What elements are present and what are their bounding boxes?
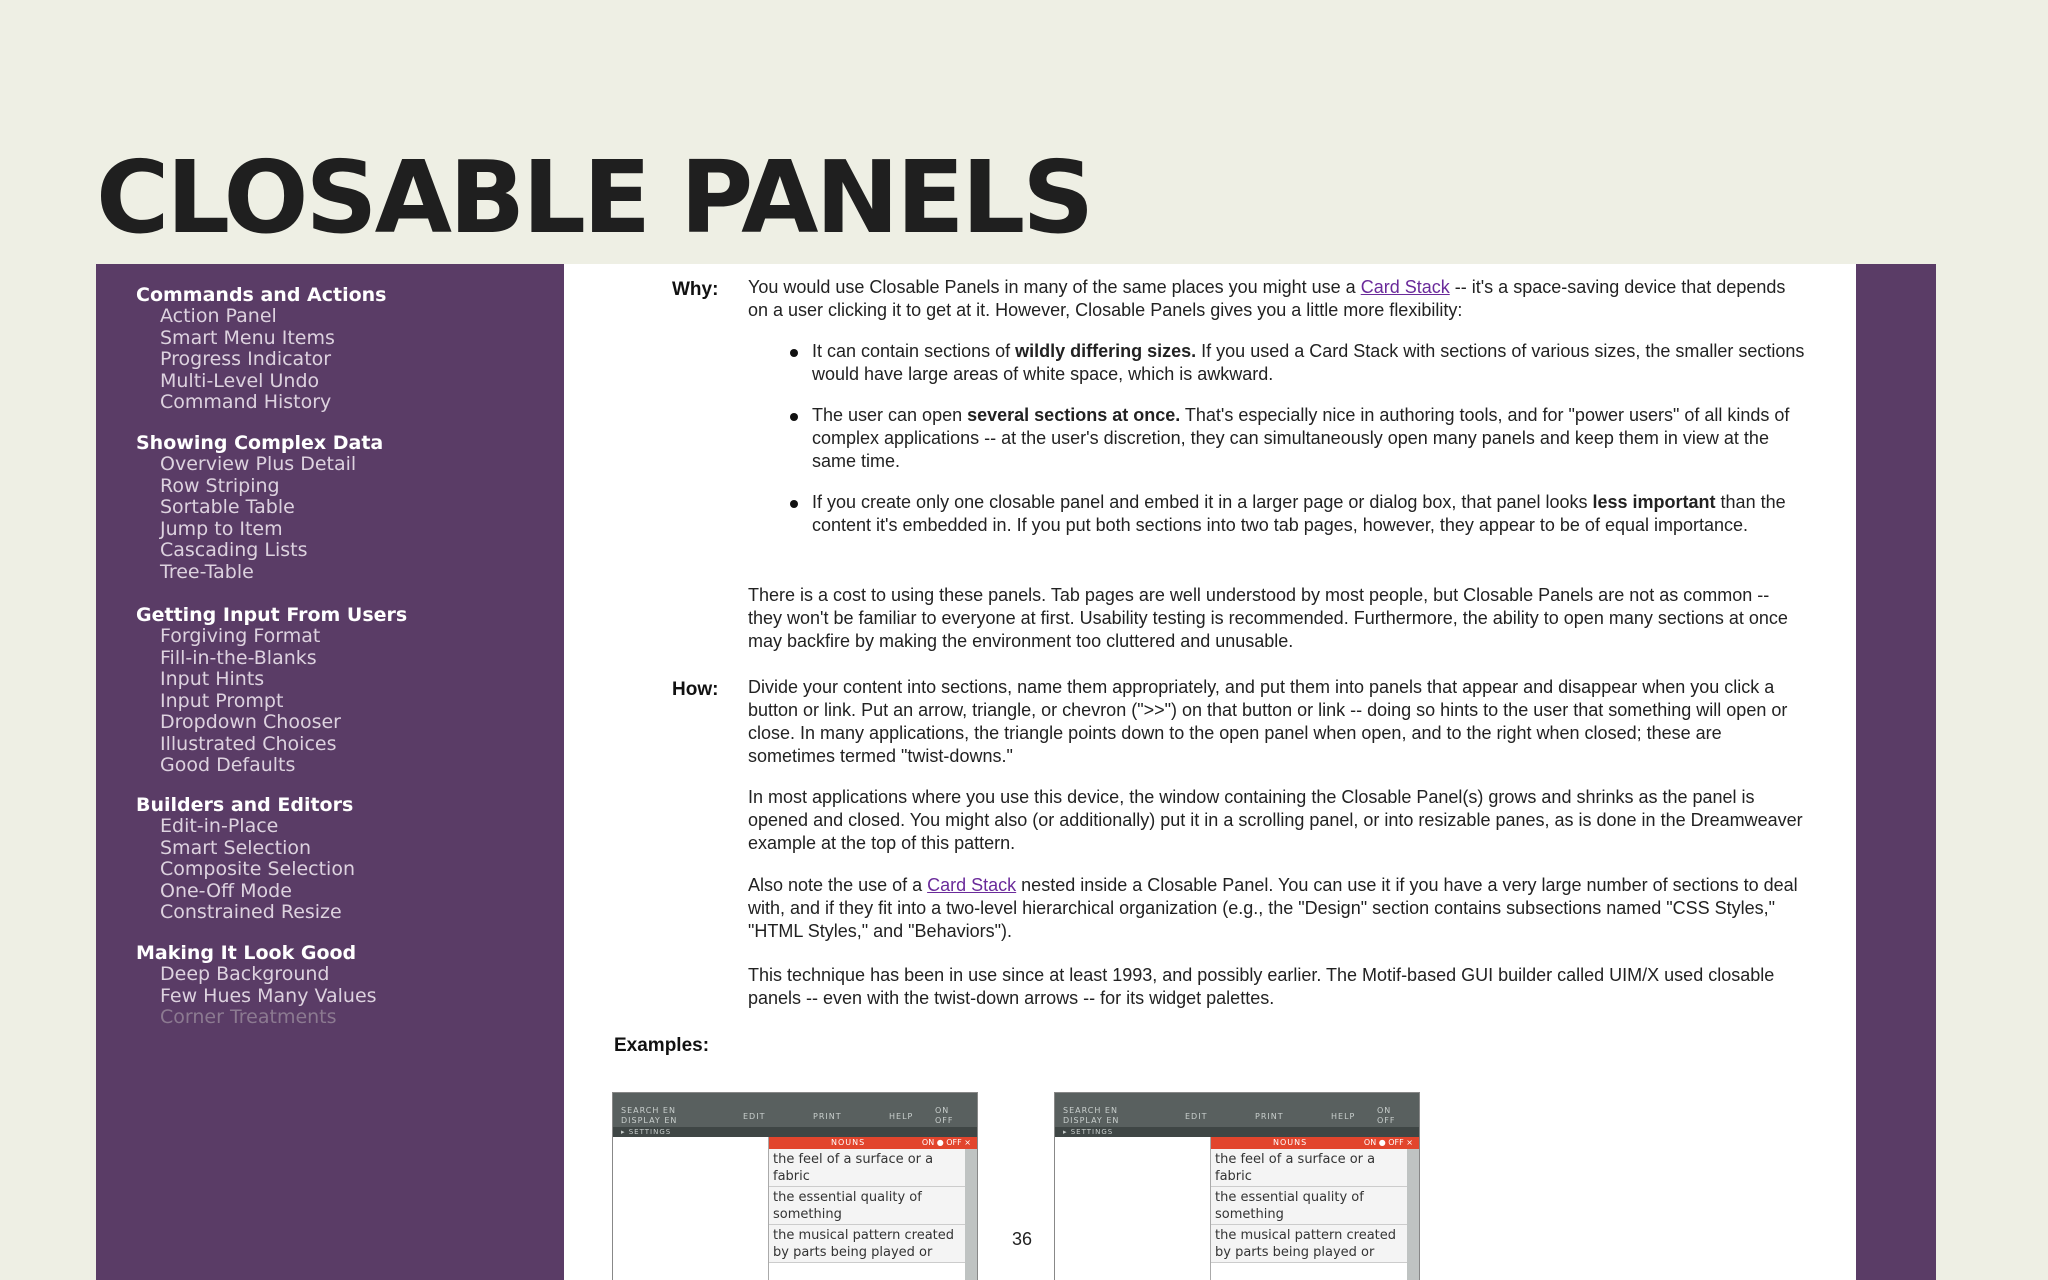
right-margin-bar — [1856, 264, 1936, 1280]
on-off-toggle[interactable]: ON ● OFF × — [921, 1138, 971, 1147]
list-item[interactable]: the musical pattern created by parts being played or — [769, 1225, 965, 1263]
sidebar-item-sortable-table[interactable]: Sortable Table — [160, 496, 295, 518]
list-item[interactable]: the feel of a surface or a fabric — [1211, 1149, 1407, 1187]
edit-button[interactable]: EDIT — [1185, 1112, 1208, 1121]
sidebar-item-illustrated-choices[interactable]: Illustrated Choices — [160, 732, 337, 755]
why-paragraph-2: There is a cost to using these panels. Tab pages are well understood by most people, but Closable Panels are not as common -- they won't be familiar to everyone at first. Usability testing is recommended. Furthermore, the ability to open many sections at once may backfire by making the environment too cluttered and unusable. — [748, 585, 1788, 651]
sidebar-item-few-hues-many-values[interactable]: Few Hues Many Values — [160, 984, 377, 1007]
list-item — [748, 404, 1808, 473]
sidebar-group-title: Commands and Actions — [136, 284, 387, 306]
sidebar-group-title: Builders and Editors — [136, 794, 354, 816]
settings-header[interactable]: ▸ SETTINGS — [613, 1127, 977, 1137]
pattern-sidebar — [96, 264, 564, 1280]
sidebar-item-progress-indicator[interactable]: Progress Indicator — [160, 348, 332, 370]
text: than the content it's embedded in. If you put both sections into two tab pages, however, they appear to be of equal importance. — [812, 492, 1786, 535]
nouns-panel-header[interactable] — [769, 1137, 977, 1149]
sidebar-group-complex-data — [136, 432, 383, 583]
sidebar-item-input-hints[interactable]: Input Hints — [160, 668, 265, 690]
sidebar-item-composite-selection[interactable]: Composite Selection — [160, 858, 356, 880]
on-off-toggle[interactable]: ON ● OFF × — [1363, 1138, 1413, 1147]
sidebar-item-fill-in-the-blanks[interactable]: Fill-in-the-Blanks — [160, 646, 317, 669]
card-stack-link[interactable]: Card Stack — [1360, 277, 1450, 297]
bullet-icon — [790, 349, 798, 357]
page-number: 36 — [1012, 1229, 1033, 1249]
on-label: ON — [1377, 1106, 1392, 1115]
sidebar-item-multi-level-undo[interactable]: Multi-Level Undo — [160, 369, 320, 392]
search-label: SEARCH EN — [621, 1106, 676, 1115]
bold-text: wildly differing sizes. — [1015, 341, 1197, 361]
sidebar-item-overview-plus-detail[interactable]: Overview Plus Detail — [160, 453, 357, 475]
sidebar-item-cascading-lists[interactable]: Cascading Lists — [160, 539, 308, 561]
edit-button[interactable]: EDIT — [743, 1112, 766, 1121]
slide-title: CLOSABLE PANELS — [96, 139, 1092, 256]
thumb-toolbar — [613, 1093, 977, 1127]
text: nested inside a Closable Panel. You can use it if you have a very large number of sections to deal with, and if they fit into a two-level hierarchical organization (e.g., the "Design" section contains subsections named "CSS Styles," "HTML Styles," and "Behaviors"). — [748, 875, 1798, 941]
thumb-toolbar — [1055, 1093, 1419, 1127]
nouns-label: NOUNS — [1273, 1138, 1308, 1147]
card-stack-link-2[interactable]: Card Stack — [927, 875, 1017, 895]
help-button[interactable]: HELP — [889, 1112, 914, 1121]
nouns-list — [769, 1149, 965, 1263]
sidebar-item-constrained-resize[interactable]: Constrained Resize — [160, 901, 342, 923]
help-button[interactable]: HELP — [1331, 1112, 1356, 1121]
sidebar-item-one-off-mode[interactable]: One-Off Mode — [160, 879, 292, 902]
text: That's especially nice in authoring tools, and for "power users" of all kinds of complex applications -- at the user's discretion, they can simultaneously open many panels and keep them in view at the same time. — [812, 405, 1790, 471]
text: The user can open — [812, 405, 968, 425]
how-paragraph-2: In most applications where you use this device, the window containing the Closable Panel(s) grows and shrinks as the panel is opened and closed. You might also (or additionally) put it in a scrolling panel, or into resizable panes, as is done in the Dreamweaver example at the top of this pattern. — [748, 787, 1803, 853]
sidebar-item-dropdown-chooser[interactable]: Dropdown Chooser — [160, 711, 341, 733]
nouns-list — [1211, 1149, 1407, 1263]
sidebar-group-look-good — [136, 942, 377, 1029]
list-item[interactable]: the essential quality of something — [1211, 1187, 1407, 1225]
sidebar-item-good-defaults[interactable]: Good Defaults — [160, 754, 296, 776]
sidebar-item-tree-table[interactable]: Tree-Table — [160, 560, 254, 583]
settings-header[interactable]: ▸ SETTINGS — [1055, 1127, 1419, 1137]
why-label: Why: — [672, 279, 719, 300]
sidebar-group-title: Showing Complex Data — [136, 432, 384, 454]
print-button[interactable]: PRINT — [813, 1112, 842, 1121]
sidebar-item-command-history[interactable]: Command History — [160, 391, 332, 413]
sidebar-item-row-striping[interactable]: Row Striping — [160, 474, 280, 497]
example-thumbnail-1 — [612, 1092, 978, 1280]
text: If you used a Card Stack with sections of various sizes, the smaller sections would have large areas of white space, which is awkward. — [812, 341, 1805, 384]
print-button[interactable]: PRINT — [1255, 1112, 1284, 1121]
search-label: SEARCH EN — [1063, 1106, 1118, 1115]
embedded-screenshot — [96, 264, 1936, 1280]
nouns-panel-header[interactable] — [1211, 1137, 1419, 1149]
example-thumbnail-2 — [1054, 1092, 1420, 1280]
sidebar-group-title: Getting Input From Users — [136, 604, 408, 626]
scrollbar[interactable] — [1407, 1149, 1419, 1280]
on-label: ON — [935, 1106, 950, 1115]
display-label: DISPLAY EN — [621, 1116, 678, 1125]
sidebar-group-input — [136, 604, 407, 777]
sidebar-item-input-prompt[interactable]: Input Prompt — [160, 689, 284, 712]
text: You would use Closable Panels in many of the same places you might use a — [748, 277, 1361, 297]
pattern-content — [564, 264, 1856, 1280]
text: If you create only one closable panel and embed it in a larger page or dialog box, that panel looks — [812, 492, 1593, 512]
sidebar-group-title: Making It Look Good — [136, 942, 357, 964]
list-item[interactable]: the musical pattern created by parts being played or — [1211, 1225, 1407, 1263]
list-item[interactable]: the essential quality of something — [769, 1187, 965, 1225]
sidebar-item-smart-selection[interactable]: Smart Selection — [160, 836, 312, 859]
text: It can contain sections of — [812, 341, 1016, 361]
sidebar-item-forgiving-format[interactable]: Forgiving Format — [160, 625, 321, 647]
display-label: DISPLAY EN — [1063, 1116, 1120, 1125]
sidebar-item-jump-to-item[interactable]: Jump to Item — [160, 517, 283, 540]
nouns-label: NOUNS — [831, 1138, 866, 1147]
why-paragraph-1 — [748, 276, 1808, 322]
sidebar-group-commands — [136, 284, 386, 414]
sidebar-item-deep-background[interactable]: Deep Background — [160, 963, 330, 985]
sidebar-group-builders — [136, 794, 355, 924]
bullet-icon — [790, 413, 798, 421]
list-item[interactable]: the feel of a surface or a fabric — [769, 1149, 965, 1187]
bold-text: several sections at once. — [967, 405, 1181, 425]
off-label: OFF — [935, 1116, 954, 1125]
how-paragraph-1: Divide your content into sections, name them appropriately, and put them into panels that appear and disappear when you click a button or link. Put an arrow, triangle, or chevron (">>") on that button or link -- doing so hints to the user that something will open or close. In many applications, the triangle points down to the open panel when open, and to the right when closed; these are sometimes termed "twist-downs." — [748, 677, 1788, 766]
sidebar-item-edit-in-place[interactable]: Edit-in-Place — [160, 815, 279, 837]
how-paragraph-4: This technique has been in use since at least 1993, and possibly earlier. The Motif-based GUI builder called UIM/X used closable panels -- even with the twist-down arrows -- for its widget palettes. — [748, 965, 1775, 1008]
how-paragraph-3 — [748, 874, 1808, 943]
off-label: OFF — [1377, 1116, 1396, 1125]
scrollbar[interactable] — [965, 1149, 977, 1280]
why-bullet-list — [748, 340, 1808, 555]
sidebar-item-action-panel[interactable]: Action Panel — [160, 305, 277, 327]
bold-text: less important — [1592, 492, 1716, 512]
bullet-icon — [790, 500, 798, 508]
text: -- it's a space-saving device that depends on a user clicking it to get at it. However, Closable Panels gives you a little more flexibility: — [748, 277, 1786, 320]
examples-label: Examples: — [614, 1035, 710, 1056]
text: Also note the use of a — [748, 875, 928, 895]
sidebar-item-smart-menu-items[interactable]: Smart Menu Items — [160, 326, 335, 349]
list-item — [748, 340, 1808, 386]
list-item — [748, 491, 1808, 537]
how-label: How: — [672, 679, 719, 700]
sidebar-item-corner-treatments[interactable]: Corner Treatments — [160, 1006, 337, 1028]
